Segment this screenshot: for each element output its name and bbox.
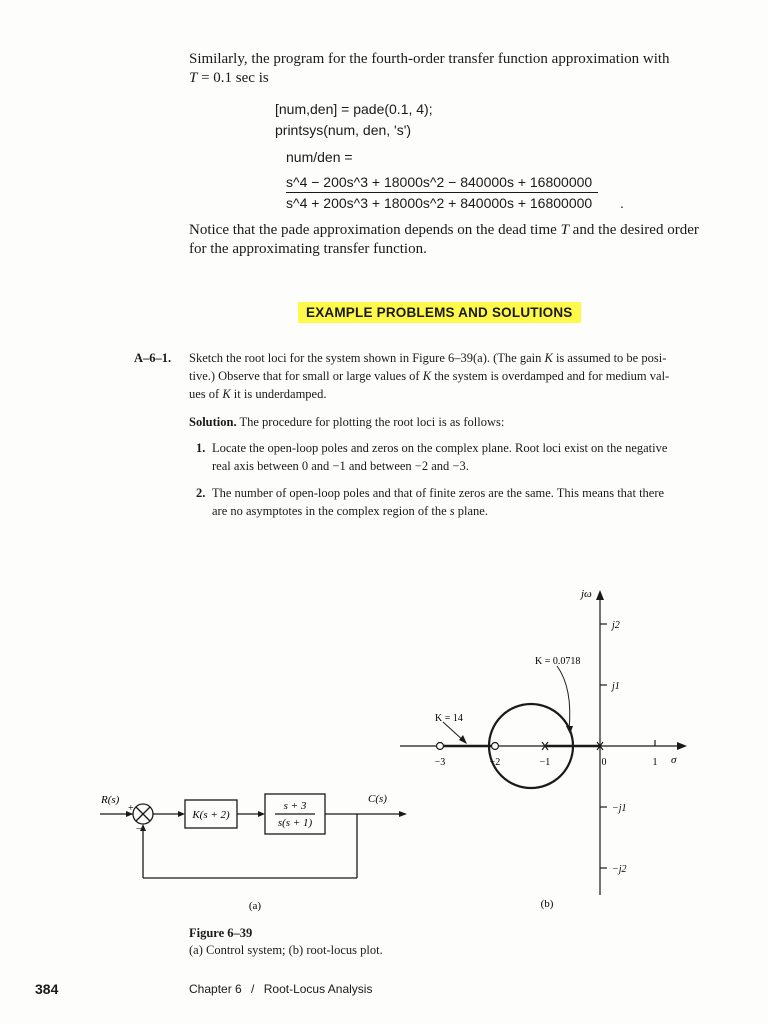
real-tick-label: −3 [434, 757, 446, 768]
trailing-period: . [620, 195, 624, 211]
real-tick-label: −2 [489, 757, 501, 768]
intro-line-2 [189, 69, 269, 88]
real-tick-label: 0 [601, 757, 607, 768]
minus-sign: − [136, 824, 142, 835]
page-number: 384 [35, 981, 59, 997]
gain-annotation: K = 0.0718 [535, 656, 581, 667]
problem-line-1 [189, 350, 666, 367]
fraction-numerator: s^4 − 200s^3 + 18000s^2 − 840000s + 16800000 [286, 174, 593, 190]
footer-title: Root-Locus Analysis [263, 982, 373, 996]
step-1-line-1: Locate the open-loop poles and zeros on the complex plane. Root loci exist on the negative [212, 441, 668, 455]
code-line-1: [num,den] = pade(0.1, 4); [275, 101, 433, 117]
notice-line-2: for the approximating transfer function. [189, 241, 427, 257]
subfigure-b-caption: (b) [540, 898, 554, 910]
gain-annotation: K = 14 [435, 713, 463, 724]
symbol-t: T [189, 70, 198, 86]
running-footer [189, 982, 372, 996]
step-2-line-2 [212, 503, 488, 520]
real-axis-arrow [677, 742, 687, 750]
step-text: are no asymptotes in the complex region of the [212, 504, 450, 518]
symbol-k: K [422, 369, 432, 383]
problem-text: ues of [189, 387, 223, 401]
intro-line-1 [189, 50, 670, 69]
block-diagram [95, 780, 425, 920]
imag-tick-label: j2 [612, 620, 620, 631]
problem-text: the system is overdamped and for medium val- [431, 369, 670, 383]
t-value: = 0.1 sec is [197, 70, 269, 86]
plant-denominator: s(s + 1) [277, 817, 313, 829]
solution-text: The procedure for plotting the root loci is as follows: [236, 415, 505, 429]
code-output-label: num/den = [286, 149, 353, 165]
fraction-denominator: s^4 + 200s^3 + 18000s^2 + 840000s + 16800000 [286, 195, 593, 211]
figure-caption: (a) Control system; (b) root-locus plot. [189, 943, 383, 957]
code-line-2: printsys(num, den, 's') [275, 122, 412, 138]
solution-label: Solution. [189, 415, 237, 429]
real-tick-label: −1 [539, 757, 551, 768]
step-2-number: 2. [196, 486, 206, 500]
annotation-arrowhead [459, 735, 467, 744]
step-1-line-2: real axis between 0 and −1 and between −2 and −3. [212, 459, 469, 473]
arrowhead [178, 811, 185, 817]
symbol-t: T [560, 222, 569, 238]
imag-axis-label: jω [581, 588, 592, 600]
zero-marker [492, 743, 499, 750]
output-label: C(s) [368, 793, 387, 805]
notice-text-b: and the desired order [568, 222, 699, 238]
problem-text: it is underdamped. [230, 387, 327, 401]
symbol-s: s [449, 504, 455, 518]
footer-chapter: Chapter 6 [189, 982, 242, 996]
imag-tick-label: j1 [612, 681, 620, 692]
step-2-line-1: The number of open-loop poles and that of finite zeros are the same. This means that there [212, 486, 665, 500]
subfigure-a-caption: (a) [248, 900, 262, 912]
problem-text: tive.) Observe that for small or large values of [189, 369, 423, 383]
symbol-k: K [544, 351, 553, 365]
real-axis-label: σ [671, 754, 677, 766]
problem-label: A–6–1. [134, 351, 172, 365]
plus-sign: + [128, 803, 134, 814]
symbol-k: K [222, 387, 231, 401]
section-banner: EXAMPLE PROBLEMS AND SOLUTIONS [298, 302, 581, 323]
problem-line-2 [189, 368, 669, 385]
figure-title: Figure 6–39 [189, 926, 253, 940]
imag-tick-label: −j2 [612, 864, 627, 875]
step-text: plane. [454, 504, 488, 518]
real-tick-label: 1 [652, 757, 658, 768]
intro-text: Similarly, the program for the fourth-order transfer function approximation with [189, 51, 670, 67]
step-1-number: 1. [196, 441, 206, 455]
controller-label: K(s + 2) [192, 809, 230, 821]
arrowhead [258, 811, 265, 817]
problem-text: Sketch the root loci for the system shown in Figure 6–39(a). (The gain [189, 351, 545, 365]
input-label: R(s) [101, 794, 120, 806]
imag-axis-arrow [596, 590, 604, 600]
solution-intro [189, 414, 504, 431]
plant-numerator: s + 3 [283, 800, 307, 812]
root-locus-plot [395, 580, 700, 915]
notice-text-a: Notice that the pade approximation depends on the dead time [189, 222, 561, 238]
footer-separator: / [251, 982, 255, 996]
zero-marker [437, 743, 444, 750]
problem-text: is assumed to be posi- [552, 351, 667, 365]
problem-line-3 [189, 386, 327, 403]
imag-tick-label: −j1 [612, 803, 627, 814]
notice-line-1 [189, 221, 699, 240]
